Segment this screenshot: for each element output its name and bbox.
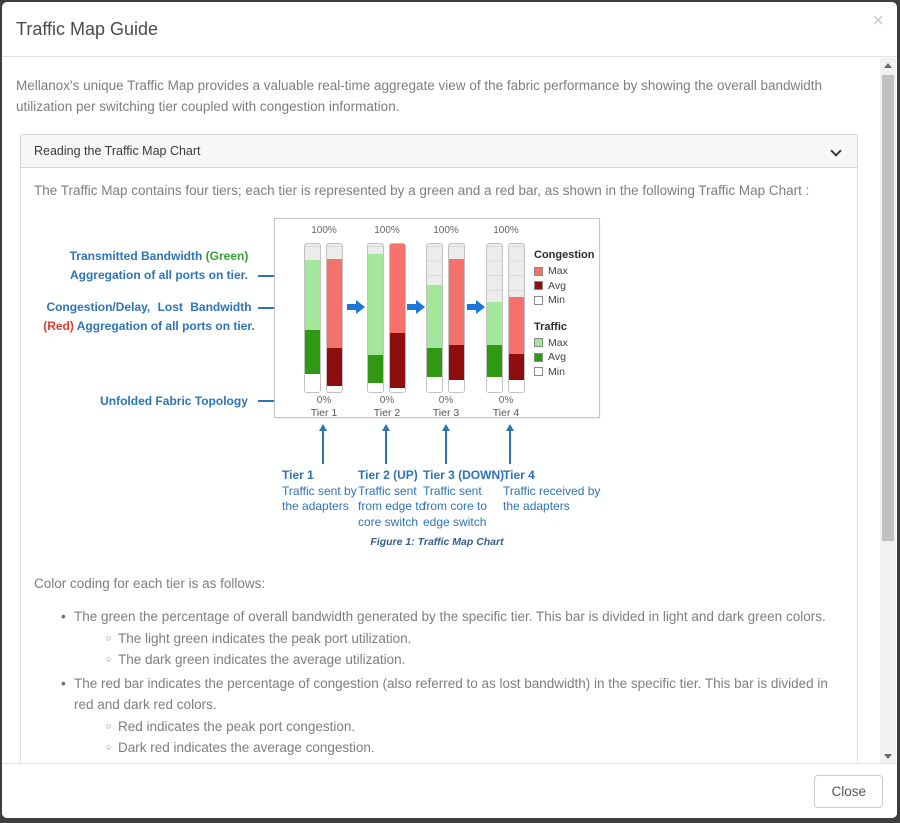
max-segment: [427, 285, 442, 347]
tier-description-title: Tier 3 (DOWN): [423, 468, 505, 482]
tier-description: [282, 468, 370, 515]
tier-description-line: from edge to: [358, 499, 426, 513]
traffic-bar: [486, 243, 503, 393]
traffic-map-figure: [34, 218, 844, 562]
max-segment: [509, 297, 524, 353]
tier-description-line: from core to: [423, 499, 488, 513]
tier-description-line: Traffic sent by: [282, 483, 357, 498]
accordion-panel: [20, 168, 858, 763]
min-segment: [427, 377, 442, 392]
intro-paragraph: Mellanox's unique Traffic Map provides a valuable real-time aggregate view of the fabric performance by showing the overall bandwidth utilization per switching tier coupled with congestion information.: [16, 78, 823, 114]
list-item: [61, 673, 844, 759]
callout-congestion: [42, 298, 256, 336]
tier-pointer-arrow-icon: [445, 430, 447, 464]
avg-segment: [327, 348, 342, 386]
scrollbar-thumb[interactable]: [882, 75, 894, 541]
tier-description-line: the adapters: [282, 499, 349, 513]
congestion-bar: [326, 243, 343, 393]
axis-top-label: 100%: [311, 225, 337, 236]
list-item: [61, 606, 844, 671]
tier-bars: [484, 243, 528, 393]
congestion-bar: [508, 243, 525, 393]
avg-segment: [509, 354, 524, 381]
accordion-header[interactable]: [20, 134, 858, 168]
tier-group: [424, 219, 468, 419]
axis-bottom-label: 0%: [379, 395, 395, 406]
list-item-text: The red bar indicates the percentage of congestion (also referred to as lost bandwidth) in the specific tier. This bar is divided in red and dark red colors.: [74, 675, 828, 712]
axis-top-label: 100%: [374, 225, 400, 236]
tier-pointer-arrow-icon: [385, 430, 387, 464]
legend-item: [534, 264, 598, 279]
color-coding-list: [34, 606, 844, 759]
legend-item: [534, 365, 598, 380]
traffic-map-guide-dialog: [2, 2, 897, 818]
callout-text: Transmitted Bandwidth: [69, 249, 206, 263]
avg-segment: [487, 345, 502, 378]
tier-bars: [365, 243, 409, 393]
dialog-header: [2, 2, 897, 57]
dialog-body: [2, 58, 897, 763]
legend-item: [534, 293, 598, 308]
chevron-down-icon[interactable]: [830, 145, 841, 156]
min-segment: [305, 374, 320, 392]
tier-description-title: Tier 2 (UP): [358, 468, 418, 482]
tier-description: [503, 468, 619, 515]
dialog-footer: [2, 763, 897, 818]
axis-top-label: 100%: [493, 225, 519, 236]
legend-item: [534, 279, 598, 294]
sub-list-item: ○ Dark red indicates the average congestion.: [106, 737, 844, 759]
tier-bars: [302, 243, 346, 393]
callout-green-word: (Green): [205, 249, 249, 263]
tier-group: [484, 219, 528, 419]
accordion: [20, 134, 858, 763]
scrollbar-down-arrow-icon[interactable]: [880, 748, 896, 764]
legend-item-label: Avg: [548, 279, 566, 292]
congestion-bar: [448, 243, 465, 393]
min-segment: [487, 377, 502, 392]
tier-description-line: Traffic sent: [358, 483, 417, 498]
max-segment: [305, 260, 320, 330]
tier-description-line: Traffic sent: [423, 483, 482, 498]
congestion-bar: [389, 243, 406, 393]
legend-item-label: Min: [548, 365, 565, 378]
legend-item-label: Max: [548, 265, 568, 278]
callout-red-word: (Red): [43, 319, 74, 333]
scrollbar-up-arrow-icon[interactable]: [880, 58, 896, 74]
max-segment: [487, 302, 502, 345]
flow-arrow-icon: [407, 299, 425, 315]
min-segment: [390, 388, 405, 392]
min-segment: [327, 386, 342, 392]
axis-bottom-label: 0%: [316, 395, 332, 406]
traffic-bar: [426, 243, 443, 393]
legend-swatch: [534, 353, 543, 362]
flow-arrow-icon: [347, 299, 365, 315]
vertical-scrollbar[interactable]: [880, 58, 896, 764]
sub-list: [74, 716, 844, 759]
axis-top-label: 100%: [433, 225, 459, 236]
tier-pointer-arrow-icon: [322, 430, 324, 464]
callout-transmitted-bandwidth: [62, 247, 256, 285]
legend-title: Traffic: [534, 320, 568, 333]
legend-item: [534, 350, 598, 365]
tier-pointer-arrow-icon: [509, 430, 511, 464]
legend-swatch: [534, 338, 543, 347]
tier-axis-label: Tier 3: [432, 407, 460, 419]
legend-swatch: [534, 281, 543, 290]
tier-group: [365, 219, 409, 419]
avg-segment: [368, 355, 383, 383]
close-icon[interactable]: ×: [872, 10, 884, 32]
min-segment: [449, 380, 464, 392]
legend-item-label: Avg: [548, 351, 566, 364]
avg-segment: [449, 345, 464, 381]
axis-bottom-label: 0%: [498, 395, 514, 406]
traffic-bar: [304, 243, 321, 393]
accordion-label: Reading the Traffic Map Chart: [34, 144, 201, 158]
legend-gap: [534, 308, 598, 321]
callout-text: Congestion/Delay, Lost Bandwidth: [46, 300, 252, 314]
flow-arrow-icon: [467, 299, 485, 315]
callout-text: Aggregation of all ports on tier.: [73, 319, 255, 333]
legend-swatch: [534, 267, 543, 276]
min-segment: [509, 380, 524, 392]
tier-description-line: edge switch: [423, 514, 487, 529]
axis-bottom-label: 0%: [438, 395, 454, 406]
tier-axis-label: Tier 1: [310, 407, 338, 419]
callout-unfolded-topology: Unfolded Fabric Topology: [100, 394, 248, 408]
callout-text: Aggregation of all ports on tier.: [69, 268, 248, 282]
traffic-bar: [367, 243, 384, 393]
close-button[interactable]: Close: [814, 775, 883, 808]
legend-item: [534, 336, 598, 351]
avg-segment: [427, 348, 442, 378]
legend-item-label: Max: [548, 336, 568, 349]
tier-bars: [424, 243, 468, 393]
sub-list: [74, 628, 844, 671]
avg-segment: [390, 333, 405, 388]
tier-axis-label: Tier 4: [492, 407, 520, 419]
color-coding-intro: Color coding for each tier is as follows:: [34, 576, 266, 591]
sub-list-item: ○ The light green indicates the peak port utilization.: [106, 628, 844, 650]
legend-title: Congestion: [534, 249, 595, 261]
figure-caption: Figure 1: Traffic Map Chart: [370, 536, 504, 548]
max-segment: [327, 259, 342, 348]
tier-description-title: Tier 1: [282, 468, 314, 482]
legend-swatch: [534, 296, 543, 305]
legend-swatch: [534, 367, 543, 376]
tier-description-line: core switch: [358, 514, 419, 529]
chart-legend: [534, 249, 598, 379]
tier-description-title: Tier 4: [503, 468, 535, 482]
list-item-text: The green the percentage of overall bandwidth generated by the specific tier. This bar is divided in light and dark green colors.: [74, 609, 826, 624]
legend-item-label: Min: [548, 294, 565, 307]
max-segment: [449, 259, 464, 345]
max-segment: [390, 244, 405, 333]
sub-list-item: ○ Red indicates the peak port congestion.: [106, 716, 844, 738]
max-segment: [368, 254, 383, 355]
panel-intro: The Traffic Map contains four tiers; each tier is represented by a green and a red bar, as shown in the following Traffic Map Chart :: [34, 183, 810, 198]
tier-description-line: Traffic received by: [503, 483, 601, 498]
min-segment: [368, 383, 383, 392]
tier-group: [302, 219, 346, 419]
sub-list-item: ○ The dark green indicates the average utilization.: [106, 649, 844, 671]
tier-description-line: the adapters: [503, 499, 570, 513]
tier-axis-label: Tier 2: [373, 407, 401, 419]
avg-segment: [305, 330, 320, 374]
traffic-map-chart: [274, 218, 600, 418]
dialog-title: Traffic Map Guide: [16, 19, 159, 39]
